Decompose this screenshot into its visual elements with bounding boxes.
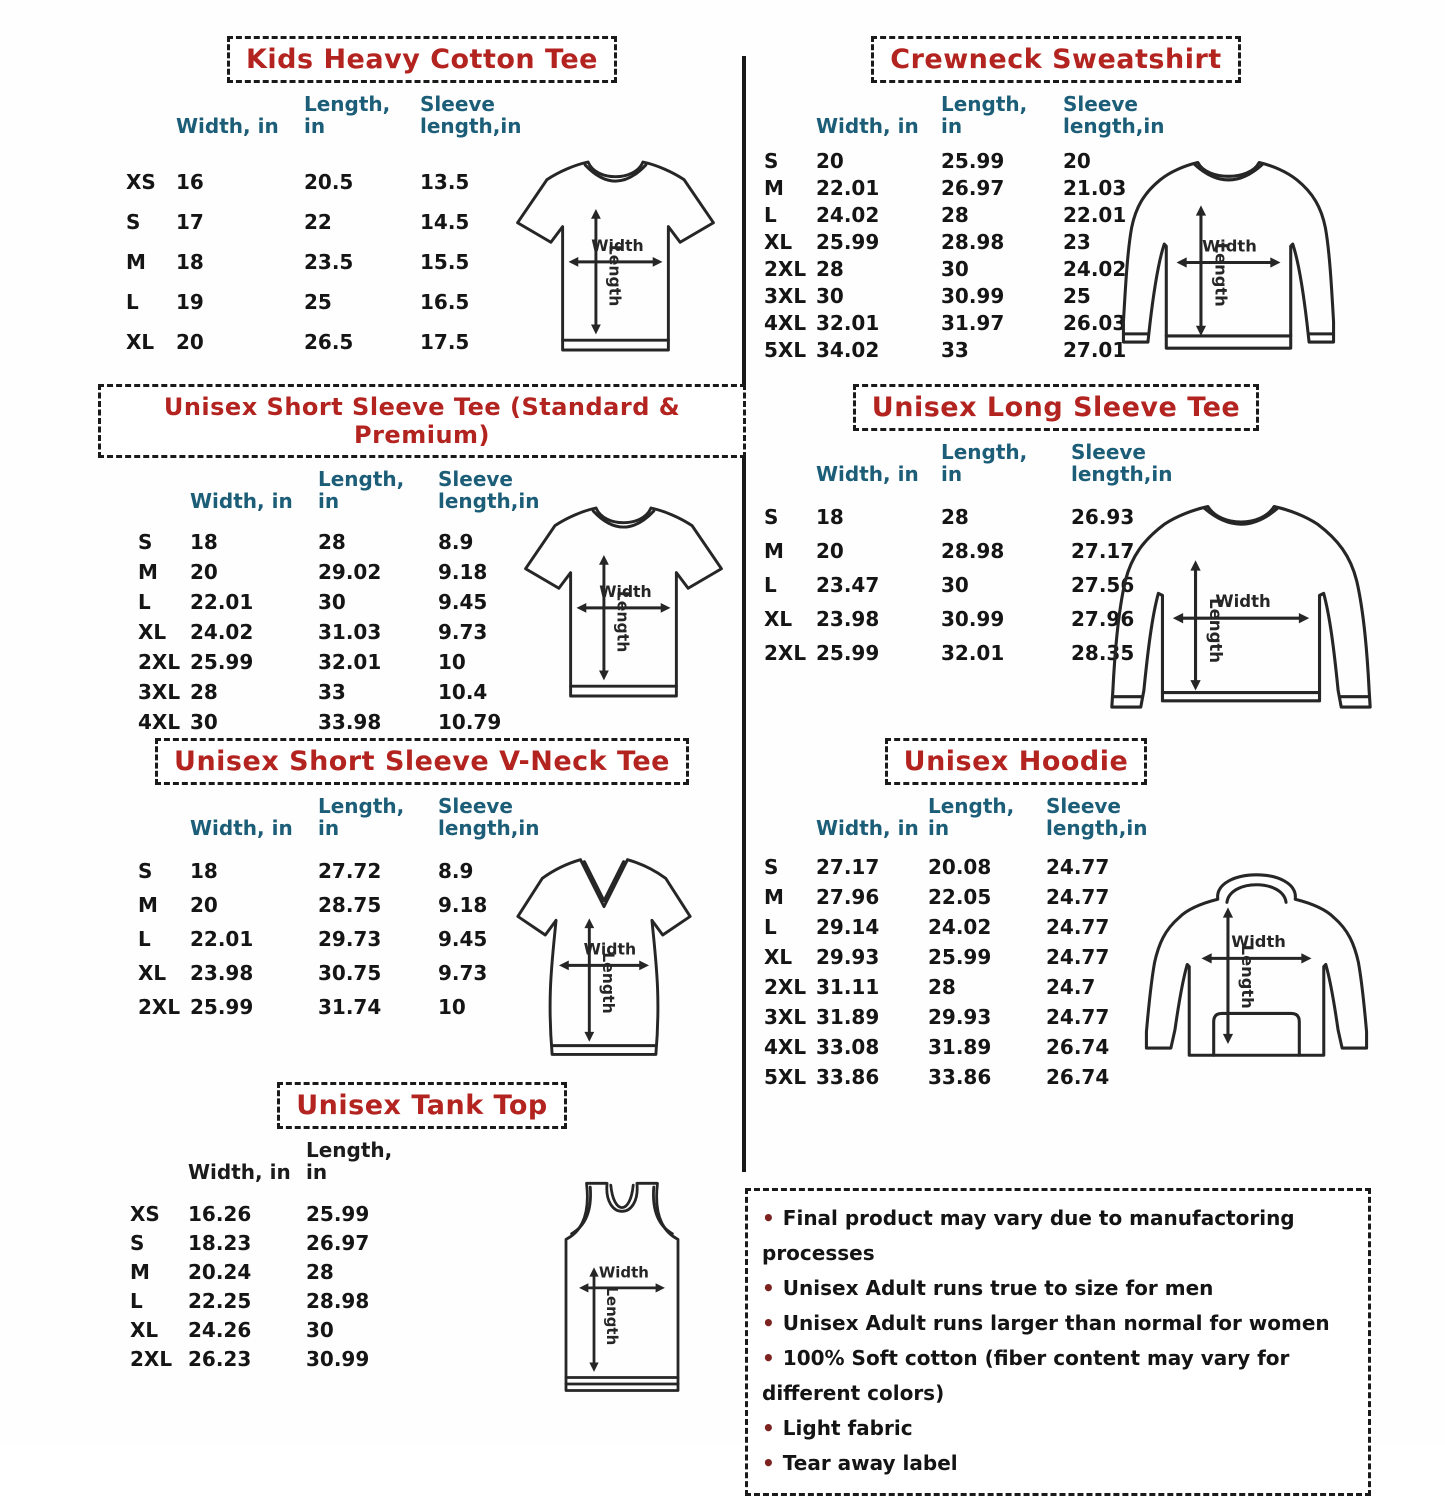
- width-label: Width: [1215, 591, 1271, 611]
- size-label: S: [764, 149, 779, 174]
- note-item: [762, 1306, 1354, 1341]
- tank-top-diagram: [538, 1174, 706, 1412]
- measurement-value: 16: [176, 169, 204, 194]
- size-label: L: [764, 572, 777, 597]
- measurement-value: 22.01: [816, 176, 880, 201]
- measurement-value: 18: [190, 529, 218, 554]
- measurement-value: 25.99: [941, 149, 1005, 174]
- bullet-icon: •: [762, 1346, 775, 1370]
- section-unisex-v-neck-tee: [98, 738, 746, 1024]
- section-crewneck-sweatshirt: [756, 36, 1440, 364]
- measurement-value: 23.5: [304, 249, 354, 274]
- size-label: XS: [130, 1202, 160, 1227]
- measurement-value: 32.01: [816, 311, 880, 336]
- size-label: 5XL: [764, 1064, 807, 1089]
- measurement-value: 31.03: [318, 619, 382, 644]
- measurement-value: 25.99: [190, 649, 254, 674]
- measurement-value: 25.99: [816, 640, 880, 665]
- measurement-value: 27.17: [1071, 538, 1135, 563]
- measurement-value: 9.45: [438, 589, 488, 614]
- size-label: S: [126, 209, 141, 234]
- note-item: [762, 1341, 1354, 1411]
- section-title-wrap: [98, 738, 746, 785]
- column-header: Sleeve length,in: [1071, 440, 1173, 487]
- measurement-value: 22.01: [1063, 203, 1127, 228]
- note-item: [762, 1411, 1354, 1446]
- bullet-icon: •: [762, 1206, 775, 1230]
- column-header: Sleeve length,in: [420, 92, 522, 139]
- size-label: XL: [764, 606, 793, 631]
- measurement-value: 30: [941, 572, 969, 597]
- measurement-value: 33: [318, 679, 346, 704]
- column-header: Length, in: [928, 794, 1015, 841]
- measurement-value: 10.4: [438, 679, 488, 704]
- width-label: Width: [1202, 236, 1257, 256]
- length-label: Length: [613, 590, 633, 653]
- measurement-value: 14.5: [420, 209, 470, 234]
- measurement-value: 30: [941, 257, 969, 282]
- measurement-value: 27.72: [318, 858, 382, 883]
- product-notes-box: [745, 1188, 1371, 1496]
- column-header: Length, in: [941, 92, 1028, 139]
- section-title: Unisex Hoodie: [885, 738, 1148, 785]
- section-unisex-tank-top: [98, 1082, 746, 1374]
- measurement-value: 30.75: [318, 960, 382, 985]
- measurement-value: 24.02: [816, 203, 880, 228]
- section-title-wrap: [98, 1082, 746, 1129]
- measurement-value: 27.01: [1063, 338, 1127, 363]
- column-header: Length, in: [941, 440, 1028, 487]
- measurement-value: 16.5: [420, 289, 470, 314]
- section-kids-heavy-cotton-tee: [98, 36, 746, 362]
- size-label: 3XL: [764, 284, 807, 309]
- measurement-value: 31.89: [816, 1004, 880, 1029]
- measurement-value: 20: [1063, 149, 1091, 174]
- size-label: M: [138, 892, 158, 917]
- size-label: 4XL: [138, 709, 181, 734]
- size-label: 2XL: [138, 649, 181, 674]
- measurement-value: 28: [941, 203, 969, 228]
- measurement-value: 20: [816, 538, 844, 563]
- section-title-wrap: [98, 384, 746, 458]
- size-label: L: [764, 914, 777, 939]
- bullet-icon: •: [762, 1311, 775, 1335]
- measurement-value: 10.79: [438, 709, 502, 734]
- size-label: 2XL: [764, 257, 807, 282]
- size-label: 5XL: [764, 338, 807, 363]
- length-label: Length: [599, 952, 619, 1014]
- section-title: Unisex Long Sleeve Tee: [853, 384, 1259, 431]
- table-header-row: [176, 93, 746, 138]
- measurement-value: 31.97: [941, 311, 1005, 336]
- size-label: M: [764, 884, 784, 909]
- measurement-value: 8.9: [438, 529, 474, 554]
- column-header: Width, in: [176, 114, 279, 139]
- note-item: [762, 1271, 1354, 1306]
- measurement-value: 24.02: [928, 914, 992, 939]
- size-label: 4XL: [764, 311, 807, 336]
- size-label: S: [764, 504, 779, 529]
- measurement-value: 22.01: [190, 589, 254, 614]
- measurement-value: 24.77: [1046, 914, 1110, 939]
- size-label: XL: [764, 230, 793, 255]
- size-label: XL: [130, 1318, 159, 1343]
- size-label: L: [126, 289, 139, 314]
- width-label: Width: [599, 582, 652, 602]
- measurement-value: 32.01: [941, 640, 1005, 665]
- measurement-value: 24.26: [188, 1318, 252, 1343]
- bullet-icon: •: [762, 1416, 775, 1440]
- table-header-row: [816, 795, 1440, 840]
- length-label: Length: [603, 1286, 622, 1346]
- measurement-value: 25.99: [928, 944, 992, 969]
- measurement-value: 20.5: [304, 169, 354, 194]
- measurement-value: 24.7: [1046, 974, 1096, 999]
- measurement-value: 24.77: [1046, 854, 1110, 879]
- measurement-value: 17.5: [420, 329, 470, 354]
- measurement-value: 30: [306, 1318, 334, 1343]
- measurement-value: 27.96: [816, 884, 880, 909]
- measurement-value: 9.73: [438, 960, 488, 985]
- measurement-value: 28: [190, 679, 218, 704]
- measurement-value: 31.89: [928, 1034, 992, 1059]
- width-label: Width: [1231, 932, 1286, 952]
- measurement-value: 32.01: [318, 649, 382, 674]
- measurement-value: 30: [318, 589, 346, 614]
- measurement-value: 22.25: [188, 1289, 252, 1314]
- column-header: Sleeve length,in: [1046, 794, 1148, 841]
- size-label: 2XL: [764, 974, 807, 999]
- size-label: XL: [764, 944, 793, 969]
- measurement-value: 30.99: [306, 1347, 370, 1372]
- column-header: Sleeve length,in: [438, 467, 540, 514]
- measurement-value: 26.74: [1046, 1034, 1110, 1059]
- measurement-value: 9.18: [438, 559, 488, 584]
- notes-list: [762, 1201, 1354, 1481]
- note-text: 100% Soft cotton (fiber content may vary for different colors): [762, 1346, 1290, 1405]
- section-title: Unisex Short Sleeve Tee (Standard & Premium): [98, 384, 746, 458]
- size-label: S: [130, 1231, 145, 1256]
- table-header-row: [816, 441, 1440, 486]
- table-row: [138, 707, 746, 737]
- measurement-value: 26.23: [188, 1347, 252, 1372]
- column-header: Length, in: [318, 794, 405, 841]
- size-label: 2XL: [138, 994, 181, 1019]
- measurement-value: 27.96: [1071, 606, 1135, 631]
- measurement-value: 28: [941, 504, 969, 529]
- measurement-value: 26.97: [941, 176, 1005, 201]
- v-neck-tee-diagram: [496, 844, 712, 1074]
- measurement-value: 29.14: [816, 914, 880, 939]
- length-label: Length: [605, 244, 625, 307]
- section-title: Crewneck Sweatshirt: [871, 36, 1240, 83]
- bullet-icon: •: [762, 1276, 775, 1300]
- size-label: XL: [138, 960, 167, 985]
- measurement-value: 27.56: [1071, 572, 1135, 597]
- column-header: Width, in: [816, 462, 919, 487]
- measurement-value: 24.77: [1046, 884, 1110, 909]
- measurement-value: 28: [928, 974, 956, 999]
- measurement-value: 23.98: [190, 960, 254, 985]
- measurement-value: 30: [190, 709, 218, 734]
- table-header-row: [190, 795, 746, 840]
- measurement-value: 26.03: [1063, 311, 1127, 336]
- measurement-value: 28: [306, 1260, 334, 1285]
- measurement-value: 13.5: [420, 169, 470, 194]
- measurement-value: 22.05: [928, 884, 992, 909]
- measurement-value: 16.26: [188, 1202, 252, 1227]
- measurement-value: 9.18: [438, 892, 488, 917]
- measurement-value: 33: [941, 338, 969, 363]
- measurement-value: 20.08: [928, 854, 992, 879]
- measurement-value: 24.02: [1063, 257, 1127, 282]
- size-label: S: [764, 854, 779, 879]
- long-sleeve-tee-diagram: [1086, 494, 1396, 732]
- size-label: M: [126, 249, 146, 274]
- measurement-value: 26.93: [1071, 504, 1135, 529]
- measurement-value: 24.77: [1046, 1004, 1110, 1029]
- measurement-value: 25.99: [190, 994, 254, 1019]
- width-label: Width: [591, 236, 644, 256]
- measurement-value: 28.75: [318, 892, 382, 917]
- measurement-value: 28: [318, 529, 346, 554]
- measurement-value: 28.98: [941, 538, 1005, 563]
- measurement-value: 28: [816, 257, 844, 282]
- measurement-value: 23: [1063, 230, 1091, 255]
- size-label: 2XL: [130, 1347, 173, 1372]
- size-label: 3XL: [764, 1004, 807, 1029]
- column-header: Length, in: [304, 92, 391, 139]
- size-label: S: [138, 529, 153, 554]
- measurement-value: 20: [176, 329, 204, 354]
- measurement-value: 25: [1063, 284, 1091, 309]
- measurement-value: 26.74: [1046, 1064, 1110, 1089]
- measurement-value: 33.98: [318, 709, 382, 734]
- sweatshirt-diagram: [1101, 148, 1356, 378]
- length-label: Length: [1206, 598, 1225, 664]
- section-title: Kids Heavy Cotton Tee: [227, 36, 617, 83]
- size-label: XS: [126, 169, 156, 194]
- measurement-value: 24.77: [1046, 944, 1110, 969]
- measurement-value: 20: [190, 892, 218, 917]
- size-label: M: [764, 176, 784, 201]
- tee-diagram: [498, 148, 733, 364]
- measurement-value: 17: [176, 209, 204, 234]
- measurement-value: 29.93: [928, 1004, 992, 1029]
- measurement-value: 20: [190, 559, 218, 584]
- column-header: Length, in: [306, 1138, 393, 1185]
- measurement-value: 33.86: [816, 1064, 880, 1089]
- measurement-value: 9.73: [438, 619, 488, 644]
- measurement-value: 26.97: [306, 1231, 370, 1256]
- measurement-value: 28.35: [1071, 640, 1135, 665]
- tee-diagram: [506, 494, 741, 710]
- size-label: S: [138, 858, 153, 883]
- size-label: M: [130, 1260, 150, 1285]
- column-header: Sleeve length,in: [1063, 92, 1165, 139]
- section-unisex-hoodie: [756, 738, 1440, 1092]
- size-label: M: [138, 559, 158, 584]
- measurement-value: 18.23: [188, 1231, 252, 1256]
- measurement-value: 25.99: [816, 230, 880, 255]
- measurement-value: 20.24: [188, 1260, 252, 1285]
- section-title-wrap: [98, 36, 746, 83]
- measurement-value: 30: [816, 284, 844, 309]
- note-item: [762, 1201, 1354, 1271]
- measurement-value: 9.45: [438, 926, 488, 951]
- section-title-wrap: [756, 36, 1356, 83]
- measurement-value: 33.86: [928, 1064, 992, 1089]
- measurement-value: 22: [304, 209, 332, 234]
- section-unisex-short-sleeve-tee: [98, 384, 746, 737]
- measurement-value: 29.93: [816, 944, 880, 969]
- column-header: Width, in: [816, 114, 919, 139]
- section-title-wrap: [756, 738, 1276, 785]
- column-header: Width, in: [188, 1160, 291, 1185]
- measurement-value: 27.17: [816, 854, 880, 879]
- measurement-value: 15.5: [420, 249, 470, 274]
- measurement-value: 25: [304, 289, 332, 314]
- measurement-value: 18: [190, 858, 218, 883]
- length-label: Length: [1238, 944, 1258, 1009]
- note-text: Unisex Adult runs true to size for men: [782, 1276, 1214, 1300]
- measurement-value: 23.47: [816, 572, 880, 597]
- measurement-value: 30.99: [941, 606, 1005, 631]
- measurement-value: 18: [176, 249, 204, 274]
- measurement-value: 31.11: [816, 974, 880, 999]
- section-title: Unisex Tank Top: [277, 1082, 567, 1129]
- measurement-value: 20: [816, 149, 844, 174]
- size-label: L: [138, 926, 151, 951]
- measurement-value: 33.08: [816, 1034, 880, 1059]
- size-label: 2XL: [764, 640, 807, 665]
- measurement-value: 24.02: [190, 619, 254, 644]
- note-text: Final product may vary due to manufactoring processes: [762, 1206, 1295, 1265]
- measurement-value: 26.5: [304, 329, 354, 354]
- note-item: [762, 1446, 1354, 1481]
- measurement-value: 10: [438, 994, 466, 1019]
- measurement-value: 28.98: [306, 1289, 370, 1314]
- note-text: Light fabric: [782, 1416, 913, 1440]
- size-label: L: [764, 203, 777, 228]
- measurement-value: 19: [176, 289, 204, 314]
- section-title: Unisex Short Sleeve V-Neck Tee: [155, 738, 689, 785]
- size-label: 4XL: [764, 1034, 807, 1059]
- measurement-value: 23.98: [816, 606, 880, 631]
- section-title-wrap: [756, 384, 1356, 431]
- size-label: XL: [138, 619, 167, 644]
- measurement-value: 31.74: [318, 994, 382, 1019]
- column-header: Width, in: [816, 816, 919, 841]
- size-label: L: [130, 1289, 143, 1314]
- size-label: M: [764, 538, 784, 563]
- column-header: Length, in: [318, 467, 405, 514]
- size-label: L: [138, 589, 151, 614]
- measurement-value: 10: [438, 649, 466, 674]
- length-label: Length: [1211, 242, 1231, 307]
- column-header: Width, in: [190, 816, 293, 841]
- column-header: Sleeve length,in: [438, 794, 540, 841]
- size-label: 3XL: [138, 679, 181, 704]
- measurement-value: 25.99: [306, 1202, 370, 1227]
- measurement-value: 21.03: [1063, 176, 1127, 201]
- measurement-value: 30.99: [941, 284, 1005, 309]
- column-header: Width, in: [190, 489, 293, 514]
- table-header-row: [816, 93, 1440, 138]
- hoodie-diagram: [1124, 844, 1389, 1084]
- measurement-value: 29.02: [318, 559, 382, 584]
- note-text: Tear away label: [782, 1451, 958, 1475]
- bullet-icon: •: [762, 1451, 775, 1475]
- width-label: Width: [598, 1263, 649, 1282]
- size-label: XL: [126, 329, 155, 354]
- measurement-value: 22.01: [190, 926, 254, 951]
- section-unisex-long-sleeve-tee: [756, 384, 1440, 670]
- measurement-value: 34.02: [816, 338, 880, 363]
- measurement-value: 28.98: [941, 230, 1005, 255]
- note-text: Unisex Adult runs larger than normal for women: [782, 1311, 1330, 1335]
- width-label: Width: [583, 939, 637, 959]
- measurement-value: 29.73: [318, 926, 382, 951]
- measurement-value: 18: [816, 504, 844, 529]
- measurement-value: 8.9: [438, 858, 474, 883]
